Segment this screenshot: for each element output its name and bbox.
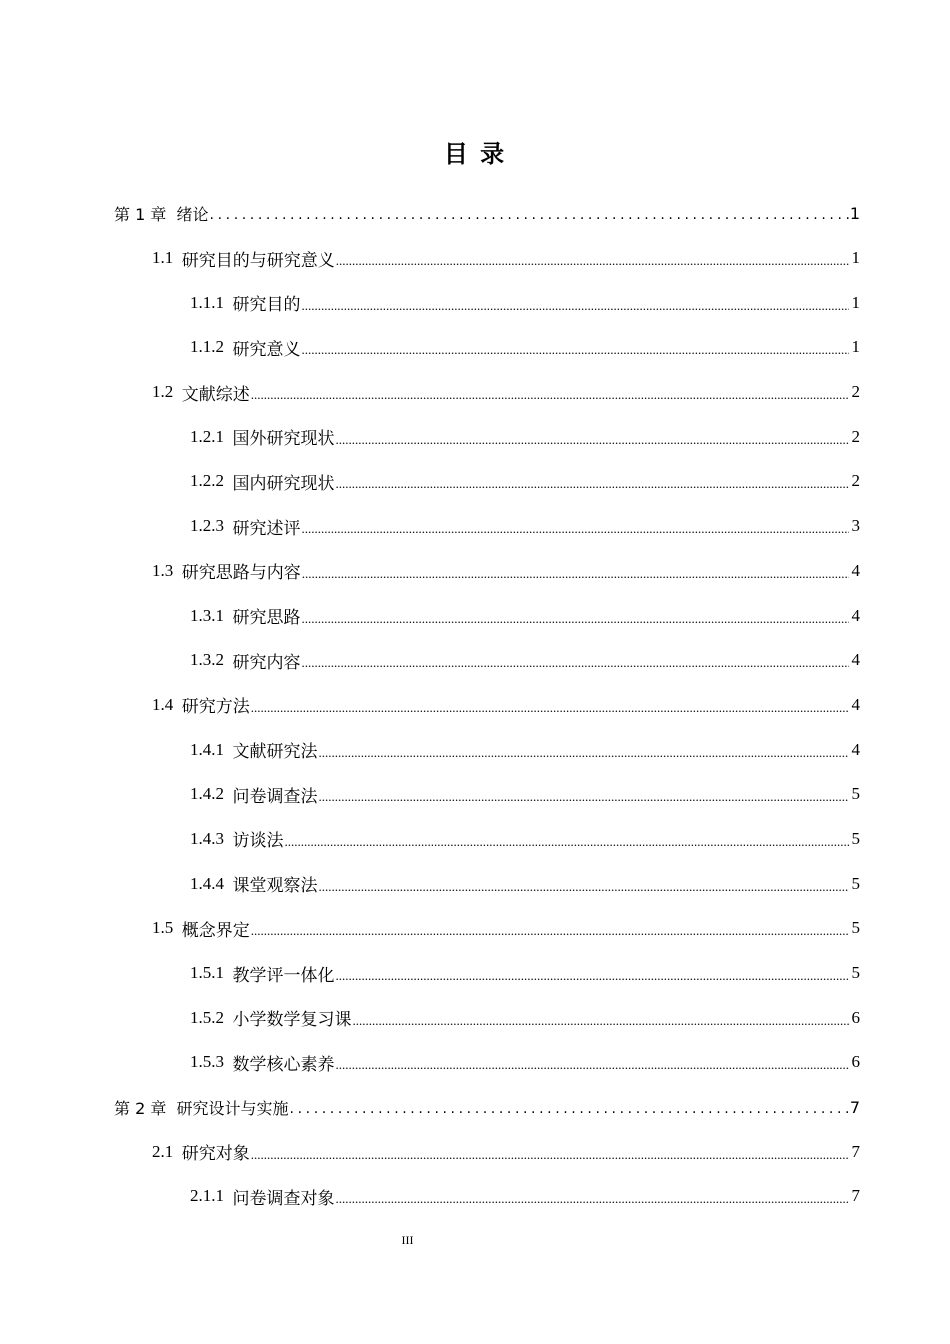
toc-entry-level-3[interactable]	[0, 504, 950, 549]
toc-entry-title: 研究对象	[181, 1144, 250, 1164]
toc-entry-number: 1.4	[152, 694, 182, 714]
toc-entry-page: 2	[851, 471, 860, 491]
dot-leader	[302, 611, 850, 627]
toc-entry-number: 1.5.3	[190, 1052, 233, 1072]
toc-entry-page: 2	[851, 426, 860, 446]
toc-entry-number: 1.2	[152, 382, 182, 402]
toc-entry-level-3[interactable]	[0, 817, 950, 862]
toc-entry-page: 6	[851, 1007, 860, 1027]
dot-leader	[302, 655, 850, 671]
toc-entry-number: 1.2.1	[190, 426, 233, 446]
toc-entry-level-3[interactable]	[0, 414, 950, 459]
toc-entry-page: 4	[851, 739, 860, 759]
toc-entry-title: 研究意义	[232, 339, 301, 359]
toc-entry-page: 7	[849, 1097, 860, 1117]
toc-entry-page: 5	[851, 963, 860, 983]
toc-title: 目 录	[443, 140, 507, 168]
table-of-contents	[0, 191, 950, 1219]
toc-entry-number: 1.4.4	[190, 873, 233, 893]
toc-entry-number: 1.2.2	[190, 471, 233, 491]
dot-leader	[210, 207, 849, 223]
dot-leader	[302, 521, 850, 537]
toc-entry-page: 2	[851, 382, 860, 402]
toc-entry-level-3[interactable]	[0, 325, 950, 370]
toc-entry-title: 文献综述	[181, 384, 250, 404]
toc-entry-page: 6	[851, 1052, 860, 1072]
toc-entry-title: 绪论	[176, 204, 209, 224]
toc-entry-number: 1.4.1	[190, 739, 233, 759]
toc-entry-title: 研究设计与实施	[176, 1098, 289, 1118]
toc-entry-number: 2.1.1	[190, 1186, 233, 1206]
toc-entry-number: 1.2.3	[190, 516, 233, 536]
toc-entry-number: 1.1.1	[190, 292, 233, 312]
toc-entry-level-3[interactable]	[0, 1174, 950, 1219]
toc-entry-number: 1.3.1	[190, 605, 233, 625]
dot-leader	[302, 566, 849, 582]
toc-entry-number: 1.5.2	[190, 1007, 233, 1027]
dot-leader	[302, 298, 850, 314]
toc-entry-level-3[interactable]	[0, 459, 950, 504]
toc-entry-page: 5	[851, 828, 860, 848]
toc-entry-title: 研究目的与研究意义	[181, 250, 335, 270]
toc-entry-title: 文献研究法	[232, 742, 318, 762]
toc-entry-page: 1	[851, 248, 860, 268]
toc-entry-number: 1.5	[152, 918, 182, 938]
dot-leader	[251, 700, 849, 716]
toc-entry-title: 问卷调查法	[232, 786, 318, 806]
toc-entry-number: 1.1.2	[190, 337, 233, 357]
toc-entry-title: 研究方法	[181, 697, 250, 717]
toc-entry-page: 3	[851, 516, 860, 536]
dot-leader	[336, 476, 850, 492]
toc-entry-page: 7	[851, 1141, 860, 1161]
dot-leader	[251, 923, 849, 939]
dot-leader	[251, 387, 849, 403]
toc-entry-title: 国外研究现状	[232, 429, 335, 449]
toc-entry-page: 4	[851, 605, 860, 625]
dot-leader	[285, 834, 850, 850]
dot-leader	[319, 879, 850, 895]
dot-leader	[336, 968, 850, 984]
toc-entry-title: 课堂观察法	[232, 876, 318, 896]
toc-entry-level-2[interactable]	[0, 1129, 950, 1174]
toc-entry-page: 5	[851, 784, 860, 804]
toc-entry-title: 问卷调查对象	[232, 1188, 335, 1208]
toc-entry-level-2[interactable]	[0, 683, 950, 728]
toc-entry-title: 访谈法	[232, 831, 284, 851]
toc-entry-page: 5	[851, 873, 860, 893]
toc-entry-title: 数学核心素养	[232, 1054, 335, 1074]
toc-entry-number: 第 1 章	[114, 204, 177, 224]
toc-entry-level-3[interactable]	[0, 1040, 950, 1085]
dot-leader	[336, 253, 849, 269]
toc-entry-level-2[interactable]	[0, 370, 950, 415]
toc-entry-level-3[interactable]	[0, 638, 950, 683]
dot-leader	[336, 1057, 850, 1073]
toc-entry-number: 2.1	[152, 1141, 182, 1161]
toc-entry-title: 研究述评	[232, 518, 301, 538]
toc-entry-level-2[interactable]	[0, 236, 950, 281]
toc-entry-number: 1.3	[152, 560, 182, 580]
dot-leader	[319, 789, 850, 805]
dot-leader	[319, 745, 850, 761]
toc-entry-number: 1.4.2	[190, 784, 233, 804]
page-number: III	[401, 1233, 414, 1247]
toc-entry-number: 1.5.1	[190, 963, 233, 983]
toc-entry-title: 国内研究现状	[232, 473, 335, 493]
toc-entry-page: 5	[851, 918, 860, 938]
dot-leader	[353, 1013, 850, 1029]
toc-entry-level-1[interactable]	[0, 191, 950, 236]
toc-entry-page: 1	[849, 203, 860, 223]
toc-entry-page: 7	[851, 1186, 860, 1206]
toc-entry-title: 研究思路与内容	[181, 563, 301, 583]
dot-leader	[336, 432, 850, 448]
toc-entry-page: 1	[851, 337, 860, 357]
toc-entry-level-1[interactable]	[0, 1085, 950, 1130]
toc-entry-level-3[interactable]	[0, 951, 950, 996]
toc-entry-level-3[interactable]	[0, 280, 950, 325]
toc-entry-level-3[interactable]	[0, 727, 950, 772]
toc-entry-number: 1.4.3	[190, 828, 233, 848]
dot-leader	[251, 1147, 849, 1163]
toc-entry-level-2[interactable]	[0, 549, 950, 594]
toc-entry-number: 第 2 章	[114, 1098, 177, 1118]
toc-entry-level-2[interactable]	[0, 906, 950, 951]
dot-leader	[290, 1101, 849, 1117]
toc-entry-page: 4	[851, 694, 860, 714]
toc-entry-level-3[interactable]	[0, 995, 950, 1040]
toc-entry-level-3[interactable]	[0, 772, 950, 817]
toc-entry-page: 4	[851, 560, 860, 580]
toc-entry-page: 4	[851, 650, 860, 670]
toc-entry-title: 研究内容	[232, 652, 301, 672]
toc-entry-title: 研究思路	[232, 608, 301, 628]
toc-entry-page: 1	[851, 292, 860, 312]
toc-entry-level-3[interactable]	[0, 861, 950, 906]
dot-leader	[336, 1191, 850, 1207]
toc-entry-number: 1.3.2	[190, 650, 233, 670]
dot-leader	[302, 342, 850, 358]
toc-entry-title: 研究目的	[232, 295, 301, 315]
toc-entry-title: 小学数学复习课	[232, 1010, 352, 1030]
toc-entry-title: 教学评一体化	[232, 965, 335, 985]
toc-entry-title: 概念界定	[181, 920, 250, 940]
toc-entry-number: 1.1	[152, 248, 182, 268]
toc-entry-level-3[interactable]	[0, 593, 950, 638]
